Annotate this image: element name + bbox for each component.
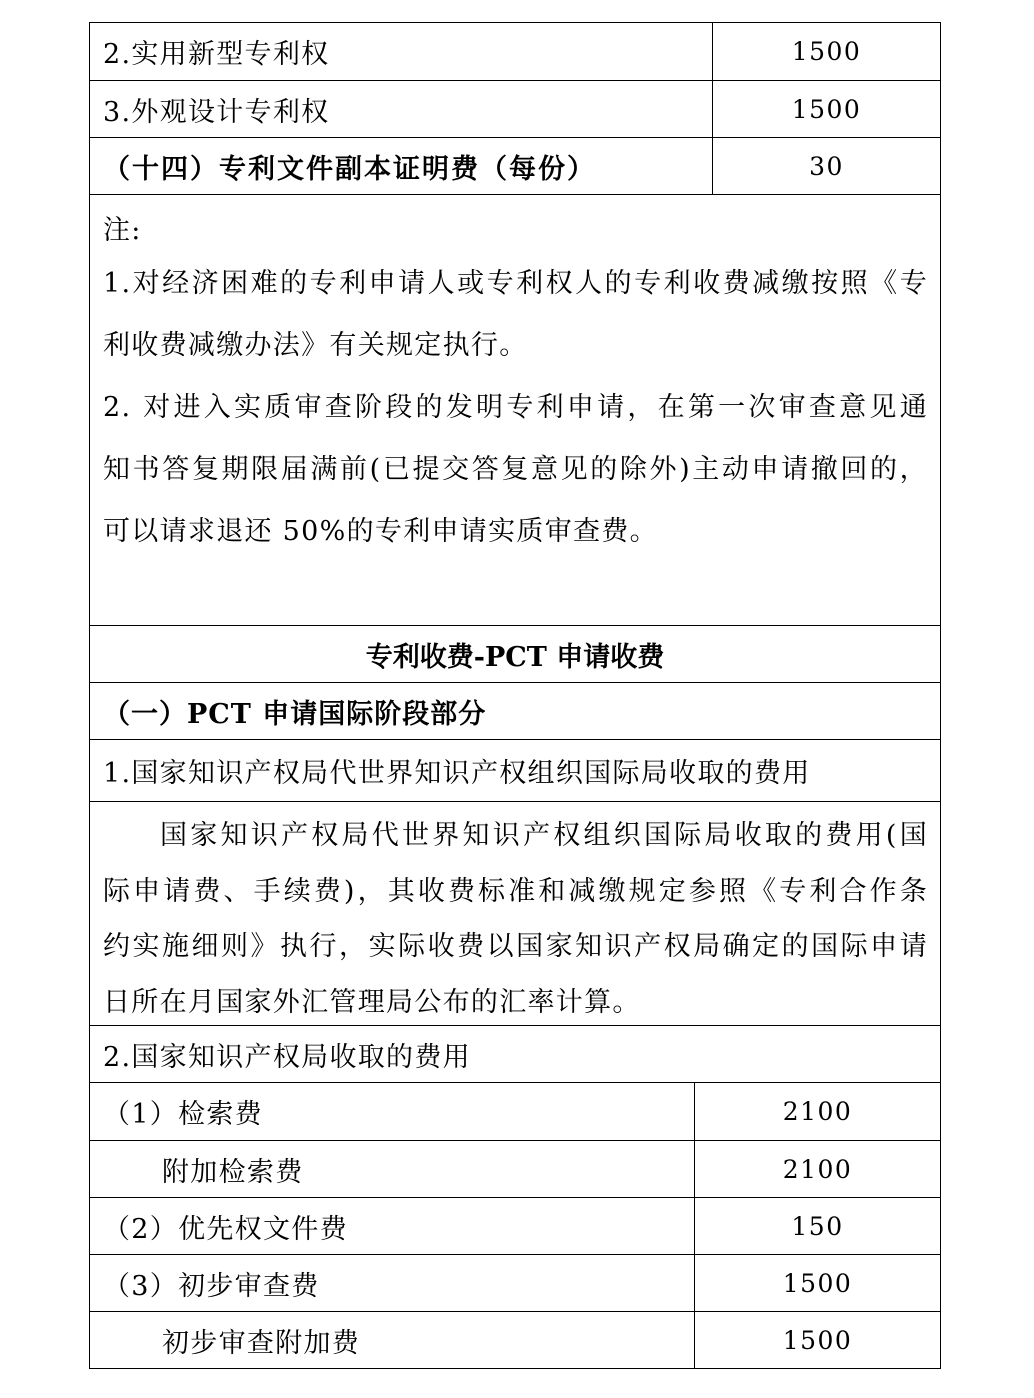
notes-line: 利收费减缴办法》有关规定执行。: [103, 330, 528, 361]
notes-line: 知书答复期限届满前(已提交答复意见的除外)主动申请撤回的，: [103, 454, 928, 485]
fee-row: [90, 1255, 940, 1312]
fee-table: [89, 22, 941, 1369]
fee-item-label: （1）检索费: [90, 1083, 695, 1140]
fee-item-label: 附加检索费: [90, 1141, 695, 1197]
fee-amount: 30: [809, 151, 844, 181]
paragraph-line: 国家知识产权局代世界知识产权组织国际局收取的费用(国: [160, 820, 928, 851]
fee-row: [90, 138, 940, 195]
pct-section-title: 专利收费-PCT 申请收费: [365, 641, 665, 673]
notes-row: [90, 195, 940, 626]
fee-item-label: （2）优先权文件费: [90, 1198, 695, 1254]
fee-amount: 1500: [782, 1268, 853, 1298]
fee-row: [90, 1141, 940, 1198]
fee-item-label: （3）初步审查费: [90, 1255, 695, 1311]
notes-cell: [90, 195, 940, 625]
fee-amount: 1500: [791, 94, 862, 124]
fee-row: [90, 1083, 940, 1141]
fee-item-label: 3.外观设计专利权: [90, 81, 713, 137]
fee-row: [90, 1312, 940, 1368]
cnipa-fees-heading: 2.国家知识产权局收取的费用: [103, 1041, 471, 1073]
notes-line: 1.对经济困难的专利申请人或专利权人的专利收费减缴按照《专: [103, 268, 928, 299]
fee-item-label: 2.实用新型专利权: [90, 23, 713, 80]
notes-line: 可以请求退还 50%的专利申请实质审查费。: [103, 516, 658, 547]
fee-amount: 2100: [782, 1097, 853, 1126]
fee-item-label: 初步审查附加费: [90, 1312, 695, 1368]
fee-amount: 1500: [791, 37, 862, 66]
section-title-row: [90, 626, 940, 683]
paragraph-line: 际申请费、手续费)，其收费标准和减缴规定参照《专利合作条: [103, 875, 928, 907]
pct-international-phase-heading: （一）PCT 申请国际阶段部分: [103, 698, 487, 730]
fee-amount: 150: [791, 1211, 844, 1241]
fee-row: [90, 23, 940, 81]
item-heading-row: [90, 1026, 940, 1083]
fee-row: [90, 1198, 940, 1255]
fee-amount: 1500: [782, 1325, 853, 1355]
notes-line: 2. 对进入实质审查阶段的发明专利申请，在第一次审查意见通: [103, 392, 928, 423]
fee-row: [90, 81, 940, 138]
wipo-fees-paragraph: [90, 802, 940, 1025]
paragraph-line: 约实施细则》执行，实际收费以国家知识产权局确定的国际申请: [103, 931, 928, 962]
wipo-fees-heading: 1.国家知识产权局代世界知识产权组织国际局收取的费用: [103, 758, 811, 789]
item-heading-row: [90, 740, 940, 802]
notes-heading: 注:: [103, 215, 142, 246]
paragraph-line: 日所在月国家外汇管理局公布的汇率计算。: [103, 986, 641, 1018]
paragraph-row: [90, 802, 940, 1026]
fee-item-label: （十四）专利文件副本证明费（每份）: [90, 138, 713, 194]
subsection-row: [90, 683, 940, 740]
fee-amount: 2100: [782, 1154, 853, 1184]
